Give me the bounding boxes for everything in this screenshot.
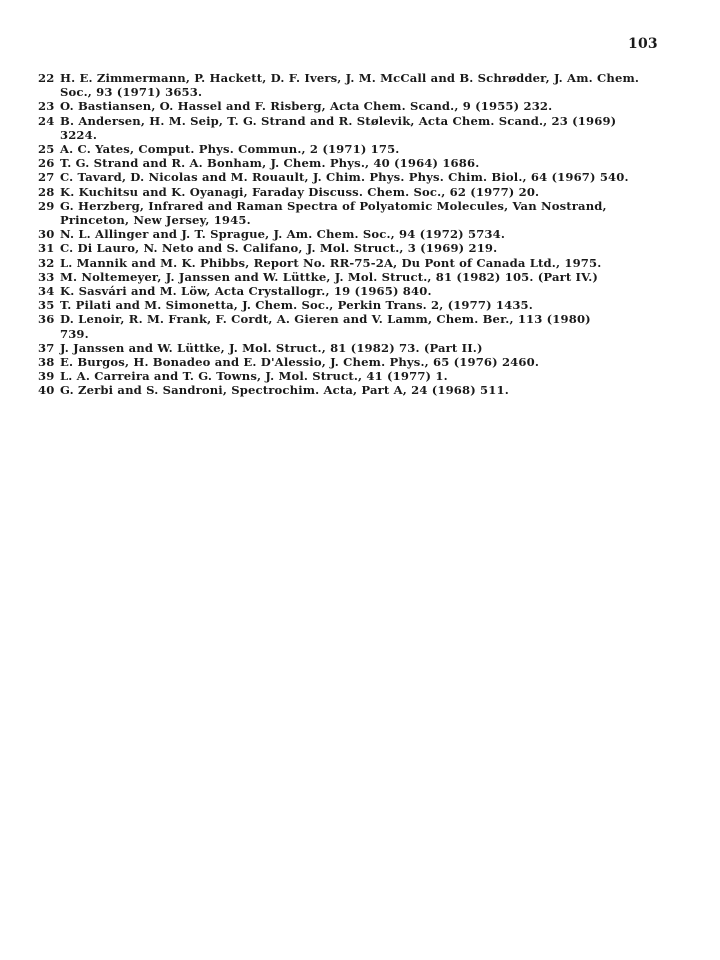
reference-number: 38 — [38, 355, 55, 370]
reference-text-line: E. Burgos, H. Bonadeo and E. D'Alessio, J. Chem. Phys., 65 (1976) 2460. — [60, 355, 540, 370]
reference-text-line: 739. — [60, 326, 89, 341]
reference-item — [38, 284, 688, 298]
reference-text-line: M. Noltemeyer, J. Janssen and W. Lüttke, J. Mol. Struct., 81 (1982) 105. (Part IV.) — [60, 269, 599, 284]
reference-number: 37 — [38, 340, 55, 355]
reference-item — [38, 170, 688, 184]
reference-number: 25 — [38, 142, 55, 157]
reference-text-line: G. Herzberg, Infrared and Raman Spectra of Polyatomic Molecules, Van Nostrand, — [60, 198, 607, 213]
reference-number: 35 — [38, 298, 55, 313]
reference-text-line: Princeton, New Jersey, 1945. — [60, 213, 251, 228]
reference-number: 34 — [38, 284, 55, 299]
reference-number: 36 — [38, 312, 55, 327]
reference-number: 31 — [38, 241, 55, 256]
reference-text-line: J. Janssen and W. Lüttke, J. Mol. Struct., 81 (1982) 73. (Part II.) — [60, 340, 483, 355]
reference-item — [38, 227, 688, 241]
reference-item — [38, 341, 688, 355]
reference-item — [38, 298, 688, 312]
reference-text-line: N. L. Allinger and J. T. Sprague, J. Am. Chem. Soc., 94 (1972) 5734. — [60, 227, 506, 242]
reference-item — [38, 114, 688, 142]
reference-number: 32 — [38, 255, 55, 270]
reference-number: 26 — [38, 156, 55, 171]
reference-list — [38, 71, 688, 398]
reference-item — [38, 185, 688, 199]
reference-number: 27 — [38, 170, 55, 185]
reference-text-line: K. Kuchitsu and K. Oyanagi, Faraday Discuss. Chem. Soc., 62 (1977) 20. — [60, 184, 540, 199]
reference-item — [38, 199, 688, 227]
reference-text-line: K. Sasvári and M. Löw, Acta Crystallogr., 19 (1965) 840. — [60, 284, 432, 299]
reference-item — [38, 383, 688, 397]
reference-item — [38, 355, 688, 369]
reference-text-line: O. Bastiansen, O. Hassel and F. Risberg, Acta Chem. Scand., 9 (1955) 232. — [60, 99, 553, 114]
reference-number: 22 — [38, 71, 55, 85]
reference-text-line: L. Mannik and M. K. Phibbs, Report No. RR-75-2A, Du Pont of Canada Ltd., 1975. — [60, 255, 602, 270]
reference-text-line: A. C. Yates, Comput. Phys. Commun., 2 (1971) 175. — [60, 142, 400, 157]
reference-item — [38, 71, 688, 99]
reference-item — [38, 99, 688, 113]
reference-item — [38, 369, 688, 383]
reference-text-line: G. Zerbi and S. Sandroni, Spectrochim. Acta, Part A, 24 (1968) 511. — [60, 383, 509, 398]
reference-text-line: 3224. — [60, 127, 98, 142]
reference-item — [38, 142, 688, 156]
reference-number: 30 — [38, 227, 55, 242]
reference-text-line: C. Di Lauro, N. Neto and S. Califano, J. Mol. Struct., 3 (1969) 219. — [60, 241, 498, 256]
reference-text-line: T. Pilati and M. Simonetta, J. Chem. Soc., Perkin Trans. 2, (1977) 1435. — [60, 298, 533, 313]
reference-item — [38, 241, 688, 255]
reference-text-line: D. Lenoir, R. M. Frank, F. Cordt, A. Gieren and V. Lamm, Chem. Ber., 113 (1980) — [60, 312, 591, 327]
reference-text-line: B. Andersen, H. M. Seip, T. G. Strand and R. Stølevik, Acta Chem. Scand., 23 (1969) — [60, 113, 617, 128]
reference-item — [38, 312, 688, 340]
reference-text-line: Soc., 93 (1971) 3653. — [60, 85, 203, 100]
reference-text-line: T. G. Strand and R. A. Bonham, J. Chem. Phys., 40 (1964) 1686. — [60, 156, 480, 171]
page-number: 103 — [628, 36, 658, 52]
reference-number: 39 — [38, 369, 55, 384]
reference-text-line: L. A. Carreira and T. G. Towns, J. Mol. Struct., 41 (1977) 1. — [60, 369, 448, 384]
reference-text-line: C. Tavard, D. Nicolas and M. Rouault, J. Chim. Phys. Phys. Chim. Biol., 64 (1967) 540. — [60, 170, 629, 185]
reference-text-line: H. E. Zimmermann, P. Hackett, D. F. Ivers, J. M. McCall and B. Schrødder, J. Am. Chem. — [60, 71, 640, 85]
reference-number: 40 — [38, 383, 55, 398]
reference-number: 24 — [38, 113, 55, 128]
reference-number: 23 — [38, 99, 55, 114]
reference-item — [38, 270, 688, 284]
reference-number: 28 — [38, 184, 55, 199]
reference-item — [38, 156, 688, 170]
reference-number: 33 — [38, 269, 55, 284]
reference-number: 29 — [38, 198, 55, 213]
reference-item — [38, 256, 688, 270]
